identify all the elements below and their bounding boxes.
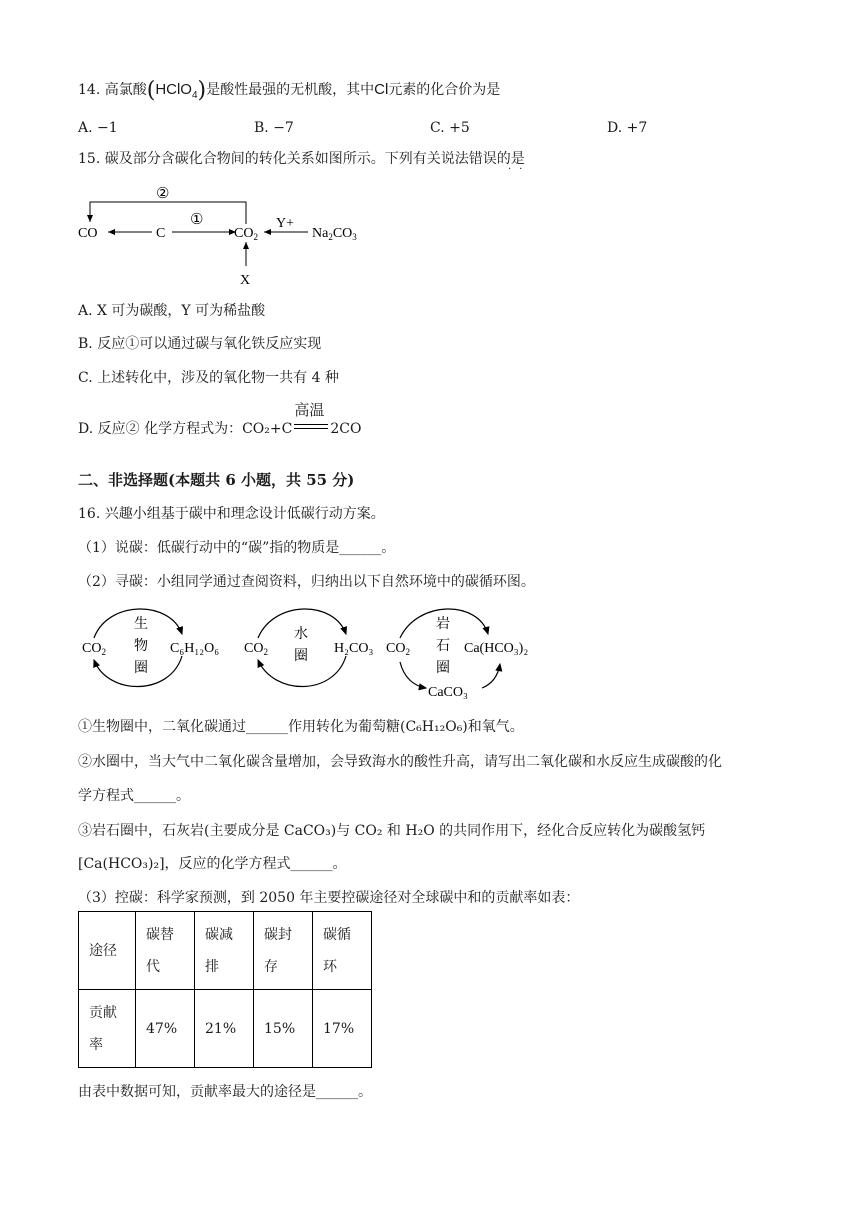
rock-co2: $CO_2$ [386,641,410,657]
q16-conclusion: 由表中数据可知，贡献率最大的途径是______。 [78,1084,372,1100]
label-y: Y+ [276,216,295,231]
node-co: CO [78,226,98,241]
node-c: C [156,226,166,241]
rock-cahco3: Ca(HCO₃)₂ [464,641,529,656]
bio-label-3: 圈 [134,661,148,676]
q14-stem-a: 14. 高氯酸 [78,82,147,98]
element-cl: Cl [374,81,389,98]
water-co2: $CO_2$ [244,641,268,657]
q14-stem-c: 元素的化合价为是 [388,82,501,98]
carbon-cycle-diagram [78,604,598,704]
q16-sub-2a: ②水圈中，当大气中二氧化碳含量增加，会导致海水的酸性升高，请写出二氧化碳和水反应生成碳酸的化 [78,754,722,770]
q16-sub-1: ①生物圈中，二氧化碳通过______作用转化为葡萄糖(C₆H₁₂O₆)和氧气。 [78,719,524,735]
label-2: ② [156,186,170,202]
q16-part-3: （3）控碳：科学家预测，到 2050 年主要控碳途径对全球碳中和的贡献率如表： [78,890,580,906]
table-row [79,990,372,1068]
table-row [79,912,372,990]
table-cell: 17% [313,990,372,1068]
formula-main: HClO [155,81,192,98]
q16-part-1: （1）说碳：低碳行动中的“碳”指的物质是______。 [78,540,396,556]
table-cell: 途径 [79,912,136,990]
rock-label-2: 石 [436,639,450,654]
table-cell: 15% [254,990,313,1068]
q16-sub-3a: ③岩石圈中，石灰岩(主要成分是 CaCO₃)与 CO₂ 和 H₂O 的共同作用下，经化合反应转化为碳酸氢钙 [78,823,706,839]
rock-label-1: 岩 [436,617,450,632]
bio-label-1: 生 [134,617,148,632]
water-h2co3: H₂CO₃ [334,641,374,656]
formula-hclo4 [155,81,198,101]
bio-label-2: 物 [134,639,148,654]
carbon-conversion-diagram [74,180,374,290]
contribution-table [78,911,372,1068]
q14-option-c[interactable]: C. +5 [430,120,470,136]
section-2-title: 二、非选择题(本题共 6 小题，共 55 分) [78,471,355,489]
table-cell: 21% [195,990,254,1068]
q16-stem: 16. 兴趣小组基于碳中和理念设计低碳行动方案。 [78,506,385,522]
label-1: ① [190,212,204,228]
table-cell: 47% [136,990,195,1068]
rock-label-3: 圈 [436,661,450,676]
q15-option-c[interactable]: C. 上述转化中，涉及的氧化物一共有 4 种 [78,370,339,386]
table-cell: 碳减 排 [195,912,254,990]
water-label-1: 水 [294,627,308,642]
table-cell: 贡献 率 [79,990,136,1068]
q15-option-a[interactable]: A. X 可为碳酸，Y 可为稀盐酸 [78,303,266,319]
q14-option-d[interactable]: D. +7 [607,120,648,136]
q16-sub-3b: [Ca(HCO₃)₂]，反应的化学方程式______。 [78,856,347,872]
equals-with-condition [294,401,328,433]
q16-sub-2b: 学方程式______。 [78,788,190,804]
paren-right: ) [197,78,207,103]
bio-co2: $CO_2$ [82,641,106,657]
bio-c6h12o6: C₆H₁₂O₆ [170,641,220,656]
water-label-2: 圈 [294,649,308,664]
formula-sub: 4 [191,90,198,101]
node-na2co3: $Na_2CO_3$ [312,226,357,242]
emphasis-dots: ·· [508,164,531,175]
q14-option-a[interactable]: A. −1 [78,120,118,136]
label-x: X [240,273,251,288]
table-cell: 碳替 代 [136,912,195,990]
arrow-2-path [90,202,246,224]
q15-option-b[interactable]: B. 反应①可以通过碳与氧化铁反应实现 [78,336,322,352]
condition-label: 高温 [294,401,325,419]
q15-stem: 15. 碳及部分含碳化合物间的转化关系如图所示。下列有关说法错误的是 [78,151,525,167]
option-d-text: D. 反应② 化学方程式为：CO₂+C [78,421,293,437]
paren-left: ( [146,78,156,103]
rock-arc-right [482,664,500,688]
table-cell: 碳封 存 [254,912,313,990]
rock-caco3: CaCO₃ [428,685,468,700]
node-co2: $CO_2$ [234,226,258,242]
option-d-product: 2CO [330,421,362,437]
double-line [294,424,328,429]
q16-part-2: （2）寻碳：小组同学通过查阅资料，归纳出以下自然环境中的碳循环图。 [78,574,535,590]
q14-option-b[interactable]: B. −7 [254,120,294,136]
q14-stem-b: 是酸性最强的无机酸，其中 [206,82,375,98]
table-cell: 碳循 环 [313,912,372,990]
q15-option-d[interactable] [78,401,362,438]
q14-stem [78,78,500,103]
rock-arc-left [400,662,426,688]
